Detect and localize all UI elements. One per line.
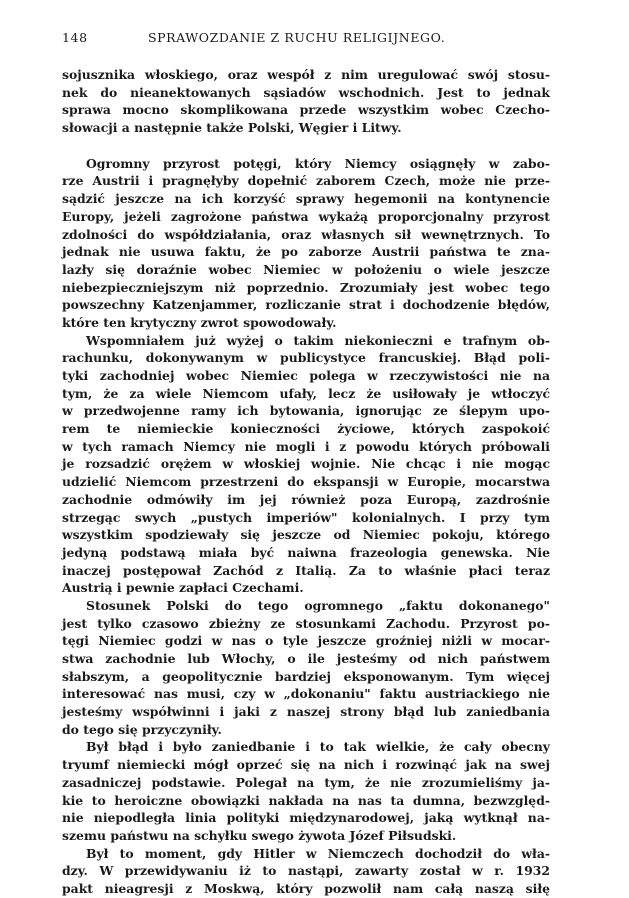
text-line: wszystkim spodziewały się jeszcze od Niemiec pokoju, którego <box>62 527 550 543</box>
text-line: powszechny Katzenjammer, rozliczanie strat i dochodzenie błędów, <box>62 297 550 313</box>
text-line: Austrią i pewnie zapłaci Czechami. <box>62 580 304 596</box>
text-line: kie to heroiczne obowiązki nakłada na nas ta dumna, bezwzględ- <box>62 792 550 808</box>
text-line: nek do nieanektowanych sąsiadów wschodnich. Jest to jednak <box>62 84 550 100</box>
text-line: Ogromny przyrost potęgi, który Niemcy osiągnęły w zabo- <box>86 155 550 171</box>
text-line: jedyną podstawą miała być naiwna frazeologia genewska. Nie <box>62 544 550 560</box>
text-line: w przedwojenne ramy ich bytowania, ignorując ze ślepym upo- <box>62 403 550 419</box>
paragraph <box>62 66 550 137</box>
text-line: Stosunek Polski do tego ogromnego „faktu dokonanego" <box>86 597 550 613</box>
text-line: do tego się przyczyniły. <box>62 721 222 737</box>
text-line: Europy, jeżeli zagrożone państwa wykażą proporcjonalny przyrost <box>62 208 550 224</box>
text-line: stwa zachodnie lub Włochy, o ile jesteśmy od nich państwem <box>62 651 550 666</box>
text-line: tęgi Niemiec godzi w nas o tyle jeszcze groźniej niżli w mocar- <box>62 633 550 649</box>
text-line: słabszym, a geopolitycznie bardziej eksponowanym. Tym więcej <box>62 668 550 684</box>
text-line: sprawa mocno skomplikowana przede wszystkim wobec Czecho- <box>62 102 550 118</box>
text-line: jednak nie usuwa faktu, że po zaborze Austrii państwa te zna- <box>62 244 550 260</box>
text-line: szemu państwu na schyłku swego żywota Józef Piłsudski. <box>62 827 457 843</box>
text-line: inaczej postępował Zachód z Italią. Za to właśnie płaci teraz <box>62 562 550 578</box>
text-line: sądzić jeszcze na ich korzyść sprawy hegemonii na kontynencie <box>62 191 550 207</box>
running-title: SPRAWOZDANIE Z RUCHU RELIGIJNEGO. <box>148 30 446 45</box>
paragraph-gap <box>62 137 550 155</box>
text-line: słowacji a następnie także Polski, Węgier i Litwy. <box>62 120 402 136</box>
text-line: dzy. W przewidywaniu iż to nastąpi, zawarty został w r. 1932 <box>62 863 550 879</box>
paragraph <box>62 738 550 844</box>
text-line: jesteśmy współwinni i jaki z naszej strony błąd lub zaniedbania <box>62 704 550 720</box>
text-line: interesować nas musi, czy w „dokonaniu" faktu austriackiego nie <box>62 686 550 702</box>
text-line: nie niepodległa linia polityki międzynarodowej, jaką wytknął na- <box>62 810 550 826</box>
text-line: niebezpieczniejszym niż poprzednio. Zrozumiały jest wobec tego <box>62 279 550 295</box>
text-line: zasadniczej podstawie. Polegał na tym, że nie zrozumieliśmy ja- <box>62 774 550 790</box>
text-line: pakt nieagresji z Moskwą, który pozwolił nam całą naszą siłę <box>62 880 550 896</box>
paragraph <box>62 332 550 597</box>
paragraph <box>62 845 550 898</box>
body-text <box>62 66 550 898</box>
paragraph <box>62 155 550 332</box>
text-line: Był błąd i było zaniedbanie i to tak wielkie, że cały obecny <box>86 739 550 755</box>
paragraph <box>62 597 550 739</box>
text-line: tym, że za wiele Niemcom ufały, lecz że usiłowały je wtłoczyć <box>62 385 550 401</box>
text-line: Wspomniałem już wyżej o takim niekonieczni e trafnym ob- <box>86 332 550 348</box>
text-line: tryumf niemiecki mógł oprzeć się na nich i rozwinąć jak na swej <box>62 757 550 773</box>
text-line: udzielić Niemcom przestrzeni do ekspansji w Europie, mocarstwa <box>62 474 550 490</box>
text-line: strzegąc swych „pustych imperiów" kolonialnych. I przy tym <box>62 509 550 525</box>
text-line: lazły się doraźnie wobec Niemiec w położeniu o wiele jeszcze <box>62 261 550 277</box>
page-number: 148 <box>62 30 88 45</box>
text-line: Był to moment, gdy Hitler w Niemczech dochodził do wła- <box>86 845 550 861</box>
text-line: tyki zachodniej wobec Niemiec polega w rzeczywistości nie na <box>62 368 550 383</box>
text-line: rze Austrii i pragnęłyby dopełnić zaborem Czech, może nie prze- <box>62 173 550 189</box>
text-line: w tych ramach Niemcy nie mogli i z powodu których próbowali <box>62 438 550 454</box>
text-line: rachunku, dokonywanym w publicystyce francuskiej. Błąd poli- <box>62 350 550 366</box>
text-line: je rozsadzić orężem w włoskiej wojnie. Nie chcąc i nie mogąc <box>62 456 550 472</box>
text-line: sojusznika włoskiego, oraz wespół z nim uregulować swój stosu- <box>62 67 550 82</box>
text-line: które ten krytyczny zwrot spowodowały. <box>62 314 337 330</box>
text-line: rem te niemieckie konieczności życiowe, których zaspokoić <box>62 421 550 437</box>
text-line: zachodnie odmówiły im jej również poza Europą, zazdrośnie <box>62 491 550 507</box>
text-line: zdolności do współdziałania, oraz własnych sił wewnętrznych. To <box>62 226 550 242</box>
text-line: jest tylko czasowo zbieżny ze stosunkami Zachodu. Przyrost po- <box>62 615 550 631</box>
